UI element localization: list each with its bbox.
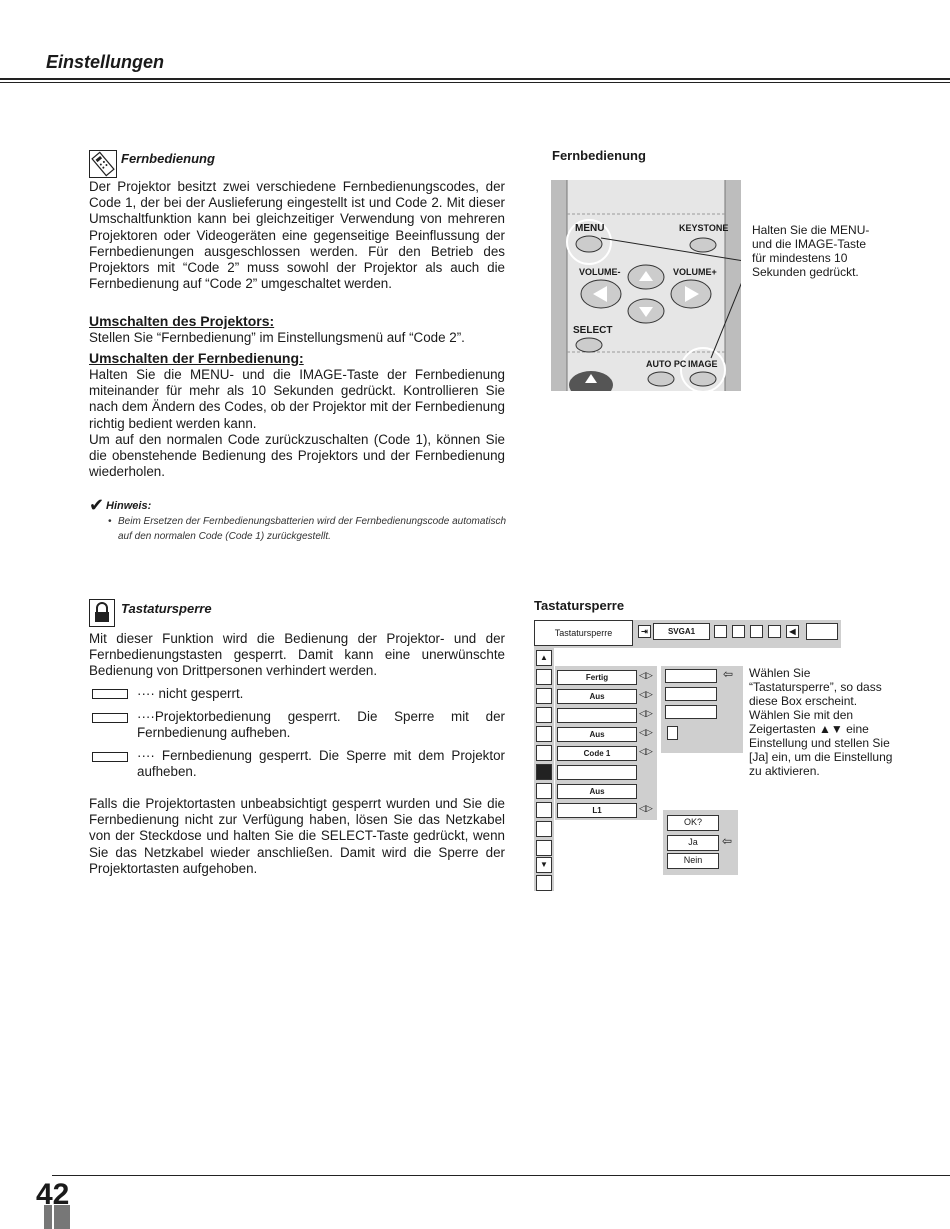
display-icon (536, 688, 552, 704)
lamp-icon (536, 669, 552, 685)
menu-topbar (534, 620, 841, 648)
remote-switch-title: Umschalten der Fernbedienung: (89, 350, 304, 366)
input-icon: ⇥ (638, 625, 651, 638)
menu-row-value[interactable] (557, 708, 637, 723)
settings-icon (806, 623, 838, 640)
arrows-icon: ◁▷ (639, 803, 653, 813)
remote-figure-caption: Fernbedienung (552, 148, 646, 163)
lock-intro: Mit dieser Funktion wird die Bedienung der Projektor- und der Fernbedienungstasten gesperrt. Damit kann eine unerwünschte Bedienung von Drittpersonen verhindert werden. (89, 631, 505, 679)
menu-row-value[interactable]: Aus (557, 689, 637, 704)
source-label: SVGA1 (653, 623, 710, 640)
volume-plus-label: VOLUME+ (673, 267, 717, 277)
select-button-label: SELECT (573, 325, 613, 336)
lock-outro: Falls die Projektortasten unbeabsichtigt gesperrt wurden und Sie die Fernbedienung nicht zur Verfügung haben, lösen Sie das Netzkabel von der Steckdose und halten Sie die SELECT-Taste gedrückt, wenn Sie das Netzkabel wieder anschließen. Damit wird die Sperre der Projektortasten aufgehoben. (89, 796, 505, 876)
lock-option-remote: ···· Fernbedienung gesperrt. Die Sperre mit dem Projektor aufheben. (137, 748, 505, 780)
arrows-icon: ◁▷ (639, 727, 653, 737)
blue-back-icon (536, 726, 552, 742)
projector-lock-icon (92, 713, 128, 723)
confirm-dialog (663, 810, 738, 875)
arrows-icon: ◁▷ (639, 670, 653, 680)
lock-icon (89, 599, 115, 627)
confirm-no-button[interactable]: Nein (667, 853, 719, 869)
autopc-button-label: AUTO PC (646, 359, 687, 369)
lock-option-none: ···· nicht gesperrt. (137, 686, 244, 701)
remote-menu-icon (536, 745, 552, 761)
menu-row-value[interactable]: Aus (557, 784, 637, 799)
menu-icon-column (534, 648, 554, 891)
exit-icon[interactable] (536, 875, 552, 891)
header-rule-thin (0, 82, 950, 83)
menu-value-column (555, 666, 657, 820)
screen-icon (714, 625, 727, 638)
image-adjust-icon (750, 625, 763, 638)
remote-control-image (551, 180, 741, 391)
picture-icon (768, 625, 781, 638)
menu-figure-caption: Tastatursperre (534, 598, 625, 613)
exit-icon[interactable] (667, 726, 678, 740)
menu-row-value[interactable]: Aus (557, 727, 637, 742)
page-header-title: Einstellungen (46, 52, 165, 72)
menu-row-value[interactable]: Fertig (557, 670, 637, 685)
note-title: Hinweis: (106, 500, 152, 512)
menu-row-value[interactable]: Code 1 (557, 746, 637, 761)
lock-option-projector: ····Projektorbedienung gesperrt. Die Sperre mit der Fernbedienung aufheben. (137, 709, 505, 741)
note-text: Beim Ersetzen der Fernbedienungsbatterien wird der Fernbedienungscode automatisch auf den normalen Code (Code 1) zurückgestellt. (118, 516, 507, 542)
lock-option-none-icon[interactable] (665, 669, 717, 683)
keystone-button-label: KEYSTONE (679, 223, 729, 233)
remote-icon (89, 150, 117, 178)
arrows-icon: ◁▷ (639, 708, 653, 718)
volume-minus-label: VOLUME- (579, 267, 621, 277)
remote-lock-icon (92, 752, 128, 762)
sound-icon: ◀ (786, 625, 799, 638)
page-number: 42 (36, 1178, 70, 1211)
remote-section-title: Fernbedienung (121, 151, 215, 166)
checkmark-icon: ✔ (89, 495, 105, 515)
arrows-icon: ◁▷ (639, 689, 653, 699)
projector-switch-text: Stellen Sie “Fernbedienung” im Einstellungsmenü auf “Code 2”. (89, 330, 465, 345)
pointer-arrow-icon: ⇦ (723, 667, 734, 681)
fan-icon (536, 802, 552, 818)
lock-option-remote-icon[interactable] (665, 705, 717, 719)
projector-switch-title: Umschalten des Projektors: (89, 313, 275, 329)
logo-icon (536, 707, 552, 723)
confirm-question: OK? (667, 815, 719, 831)
lock-section-title: Tastatursperre (121, 601, 212, 616)
arrows-icon: ◁▷ (639, 746, 653, 756)
confirm-yes-button[interactable]: Ja (667, 835, 719, 851)
remote-intro: Der Projektor besitzt zwei verschiedene Fernbedienungscodes, der Code 1, der bei der Auslieferung eingestellt ist und Code 2. Mit dieser Umschaltfunktion kann bei gleichzeitiger Verwendung von mehreren Projektoren oder Videogeräten eine gegenseitige Beeinflussung der Fernbedienungen ausgeschlossen werden. Für den Betrieb des Projektors mit “Code 2” muss sowohl der Projektor als auch die Fernbedienung auf “Code 2” umgeschaltet werden. (89, 179, 505, 292)
footer-rule (52, 1175, 950, 1176)
unlocked-icon (92, 689, 128, 699)
remote-switch-text: Halten Sie die MENU- und die IMAGE-Taste der Fernbedienung miteinander für mehr als 10 Sekunden gedrückt. Kontrollieren Sie nach dem Ändern des Codes, ob der Projektor mit der Fernbedienung richtig bedient werden kann. (89, 367, 505, 431)
scroll-down-icon[interactable]: ▼ (536, 857, 552, 873)
menu-row-value[interactable]: L1 (557, 803, 637, 818)
menu-button-label: MENU (575, 223, 605, 234)
menu-tab-lock[interactable]: Tastatursperre (534, 620, 633, 646)
aspect-icon (732, 625, 745, 638)
remote-figure-callout: Halten Sie die MENU- und die IMAGE-Taste für mindestens 10 Sekunden gedrückt. (752, 223, 870, 279)
filter-icon (536, 840, 552, 856)
note-bullet: • (108, 516, 112, 527)
remote-switch-text-2: Um auf den normalen Code zurückzuschalten (Code 1), können Sie die obenstehende Bedienung des Projektors und der Fernbedienung wiederholen. (89, 432, 505, 480)
lock-option-projector-icon[interactable] (665, 687, 717, 701)
scroll-up-icon[interactable]: ▲ (536, 650, 552, 666)
menu-row-value[interactable] (557, 765, 637, 780)
pin-icon (536, 783, 552, 799)
pointer-arrow-icon: ⇦ (722, 834, 733, 848)
image-button-label: IMAGE (688, 359, 718, 369)
lamp-counter-icon (536, 821, 552, 837)
menu-figure-callout: Wählen Sie “Tastatursperre”, so dass diese Box erscheint. Wählen Sie mit den Zeigertasten ▲▼ eine Einstellung und stellen Sie [Ja] ein, um die Einstellung zu aktivieren. (749, 666, 893, 778)
header-rule (0, 78, 950, 80)
lock-options-panel (661, 666, 743, 753)
lock-menu-icon[interactable] (536, 764, 552, 780)
